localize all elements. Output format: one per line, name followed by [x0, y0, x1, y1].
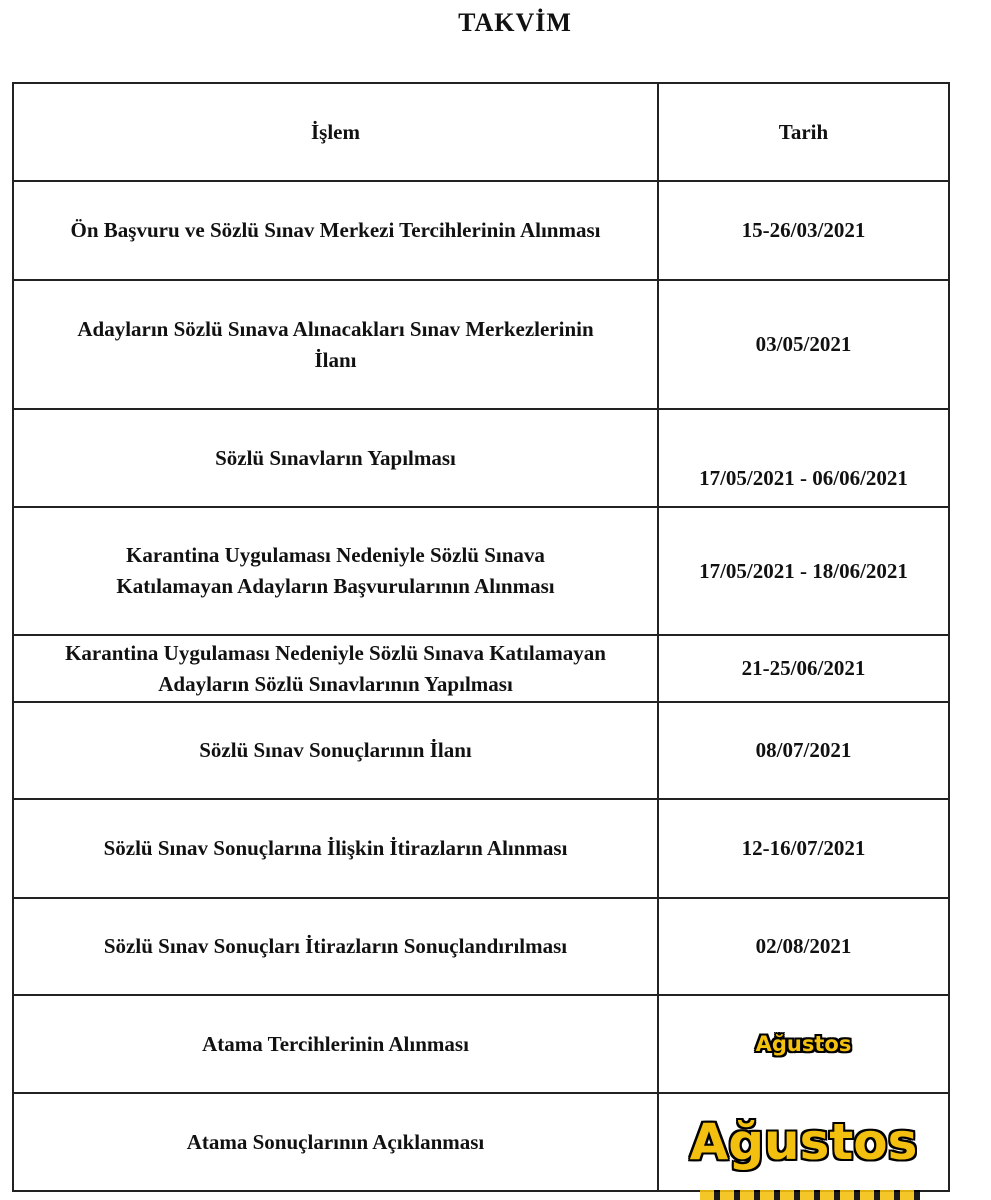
- table-row: [13, 280, 949, 409]
- cell-islem: Karantina Uygulaması Nedeniyle Sözlü Sınava Katılamayan Adayların Başvurularının Alınması: [13, 507, 658, 635]
- table-row: [13, 181, 949, 280]
- cell-islem: Adayların Sözlü Sınava Alınacakları Sınav Merkezlerinin İlanı: [13, 280, 658, 409]
- header-islem: İşlem: [13, 83, 658, 181]
- cell-islem: Ön Başvuru ve Sözlü Sınav Merkezi Tercihlerinin Alınması: [13, 181, 658, 280]
- cell-islem: Sözlü Sınavların Yapılması: [13, 409, 658, 507]
- cell-tarih: Ağustos: [658, 995, 949, 1093]
- cell-islem: Atama Sonuçlarının Açıklanması: [13, 1093, 658, 1191]
- cell-islem: Sözlü Sınav Sonuçlarına İlişkin İtirazların Alınması: [13, 799, 658, 898]
- table-row: [13, 1093, 949, 1191]
- cropped-overlay-text-fragment: [700, 1190, 920, 1200]
- page-title: TAKVİM: [458, 8, 572, 37]
- cell-tarih: 17/05/2021 - 18/06/2021: [658, 507, 949, 635]
- header-tarih: Tarih: [658, 83, 949, 181]
- cell-islem: Sözlü Sınav Sonuçları İtirazların Sonuçlandırılması: [13, 898, 658, 995]
- schedule-table: [12, 82, 950, 1192]
- cell-tarih: 02/08/2021: [658, 898, 949, 995]
- cell-islem: Karantina Uygulaması Nedeniyle Sözlü Sınava Katılamayan Adayların Sözlü Sınavlarının Yapılması: [13, 635, 658, 702]
- cell-tarih: 17/05/2021 - 06/06/2021: [658, 409, 949, 507]
- cell-tarih: 12-16/07/2021: [658, 799, 949, 898]
- table-header-row: [13, 83, 949, 181]
- cell-tarih: 03/05/2021: [658, 280, 949, 409]
- cell-tarih: Ağustos: [658, 1093, 949, 1191]
- table-row: [13, 898, 949, 995]
- table-row: [13, 702, 949, 799]
- table-row: [13, 995, 949, 1093]
- table-row: [13, 507, 949, 635]
- cell-tarih: 08/07/2021: [658, 702, 949, 799]
- table-row: [13, 799, 949, 898]
- table-row: [13, 635, 949, 702]
- cell-tarih: 15-26/03/2021: [658, 181, 949, 280]
- cell-islem: Sözlü Sınav Sonuçlarının İlanı: [13, 702, 658, 799]
- cell-tarih: 21-25/06/2021: [658, 635, 949, 702]
- cell-islem: Atama Tercihlerinin Alınması: [13, 995, 658, 1093]
- table-row: [13, 409, 949, 507]
